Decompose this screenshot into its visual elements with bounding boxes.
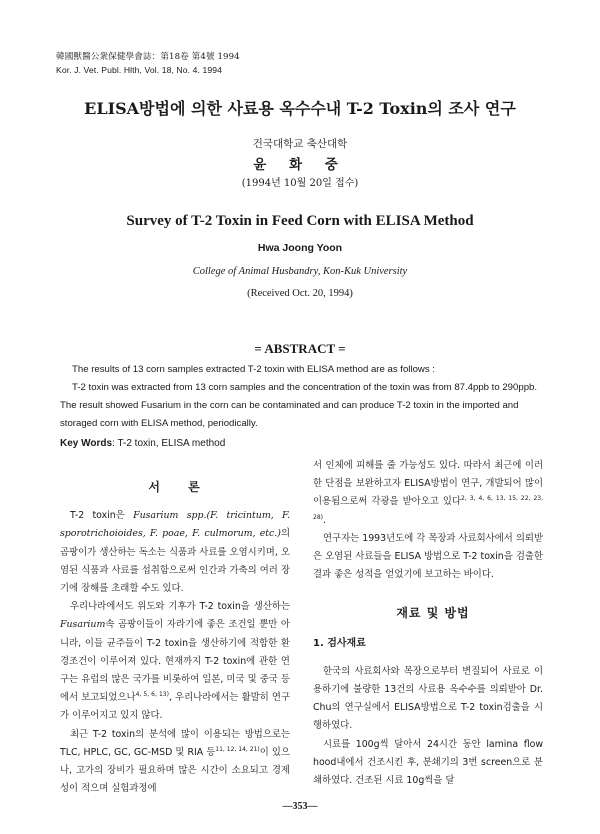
author-english: Hwa Joong Yoon <box>257 242 343 254</box>
abstract-paragraph-1: The results of 13 corn samples extracted T-2 toxin with ELISA method are as follows : <box>72 364 435 375</box>
journal-name-korean: 韓國獸醫公衆保健學會誌：第18卷 第4號 1994 <box>56 52 240 62</box>
title-english: Survey of T-2 Toxin in Feed Corn with ELISA Method <box>126 213 474 229</box>
citation: 2, 3, 4, 6, 13, 15, 22, 23, 28) <box>313 495 543 521</box>
journal-citation-english: Kor. J. Vet. Publ. Hlth, Vol. 18, No. 4. 1994 <box>56 65 222 75</box>
intro-paragraph-3-continued: 서 인체에 피해를 줄 가능성도 있다. 따라서 최근에 이러한 단점을 보완하고자 ELISA방법이 연구, 개발되어 많이 이용됨으로써 각광을 받아오고 있다$^{2, 3, 4, 6, 13, 15, 22, 23, 28)}$. <box>313 460 543 526</box>
intro-paragraph-2: 우리나라에서도 위도와 기후가 T-2 toxin을 생산하는 Fusarium속 곰팡이들이 자라기에 좋은 조건일 뿐만 아니라, 이들 균주들이 T-2 toxin을 생산하기에 적합한 환경조건이 이루어져 있다. 현재까지 T-2 toxin에 관한 연구는 유럽의 많은 국가를 비롯하여 일본, 미국 및 중국 등에서 보고되었으나$^{4, 5, 6, 13)}$, 우리나라에서는 활발히 연구가 이루어지고 있지 않다. <box>60 601 290 722</box>
right-column <box>313 457 543 790</box>
affiliation-english: College of Animal Husbandry, Kon-Kuk University <box>192 266 408 277</box>
section-heading-intro: 서 론 <box>148 480 212 494</box>
keywords <box>60 435 544 453</box>
affiliation-korean: 건국대학교 축산대학 <box>252 138 348 150</box>
intro-paragraph-4: 연구자는 1993년도에 각 목장과 사료회사에서 의뢰받은 오염된 사료들을 ELISA 방법으로 T-2 toxin을 검출한 결과 좋은 성적을 얻었기에 보고하는 바이다. <box>313 532 543 581</box>
abstract-body <box>60 361 544 453</box>
citation: 4, 5, 6, 13) <box>135 691 169 699</box>
intro-paragraph-3: 최근 T-2 toxin의 분석에 많이 이용되는 방법으로는 TLC, HPLC, GC, GC-MSD 및 RIA 등$^{11, 12, 14, 21)}$이 있으나, 고가의 장비가 필요하며 많은 시간이 소요되고 경제성이 적으며 실험과정에 <box>60 728 290 795</box>
author-korean: 윤 화 중 <box>253 157 347 173</box>
subsection-heading-materials: 1. 검사재료 <box>313 637 366 649</box>
section-heading-methods: 재료 및 방법 <box>396 606 470 621</box>
keywords-label: Key Words <box>60 438 113 449</box>
abstract-heading: = ABSTRACT = <box>254 341 346 356</box>
species-names: Fusarium spp.(F. tricintum, F. sporotrichoioides, F. poae, F. culmorum, etc.) <box>60 510 291 540</box>
abstract-paragraph-2: T-2 toxin was extracted from 13 corn samples and the concentration of the toxin was from 87.4ppb to 290ppb. The result showed Fusarium in the corn can be contaminated and can produce T-2 toxin in the imported and storaged corn with ELISA method, periodically. <box>60 382 538 429</box>
page-number: —353— <box>282 801 318 812</box>
title-korean: ELISA방법에 의한 사료용 옥수수내 T-2 Toxin의 조사 연구 <box>84 99 516 118</box>
keywords-list: : T-2 toxin, ELISA method <box>112 438 226 449</box>
left-column <box>60 478 290 798</box>
received-date-english: (Received Oct. 20, 1994) <box>247 288 353 299</box>
received-date-korean: (1994년 10월 20일 접수) <box>241 178 359 189</box>
methods-paragraph-1: 한국의 사료회사와 목장으로부터 변질되어 사료로 이용하기에 불량한 13건의 사료용 옥수수를 의뢰받아 Dr. Chu의 연구실에서 ELISA방법으로 T-2 toxin검출을 시행하였다. <box>313 665 543 732</box>
genus-name: Fusarium <box>60 619 106 631</box>
methods-paragraph-2: 시료를 100g씩 달아서 24시간 동안 lamina flow hood내에서 건조시킨 후, 분쇄기의 3번 screen으로 분쇄하였다. 건조된 시료 10g씩을 달 <box>313 738 543 787</box>
intro-paragraph-1: T-2 toxin은 Fusarium spp.(F. tricintum, F. sporotrichoioides, F. poae, F. culmorum, etc.)의 곰팡이가 생산하는 독소는 식품과 사료를 오염시키며, 오염된 식품과 사료를 섭취함으로써 인간과 가축의 여러 장기에 장해를 초래할 수도 있다. <box>60 510 291 595</box>
citation: 11, 12, 14, 21) <box>215 745 260 753</box>
